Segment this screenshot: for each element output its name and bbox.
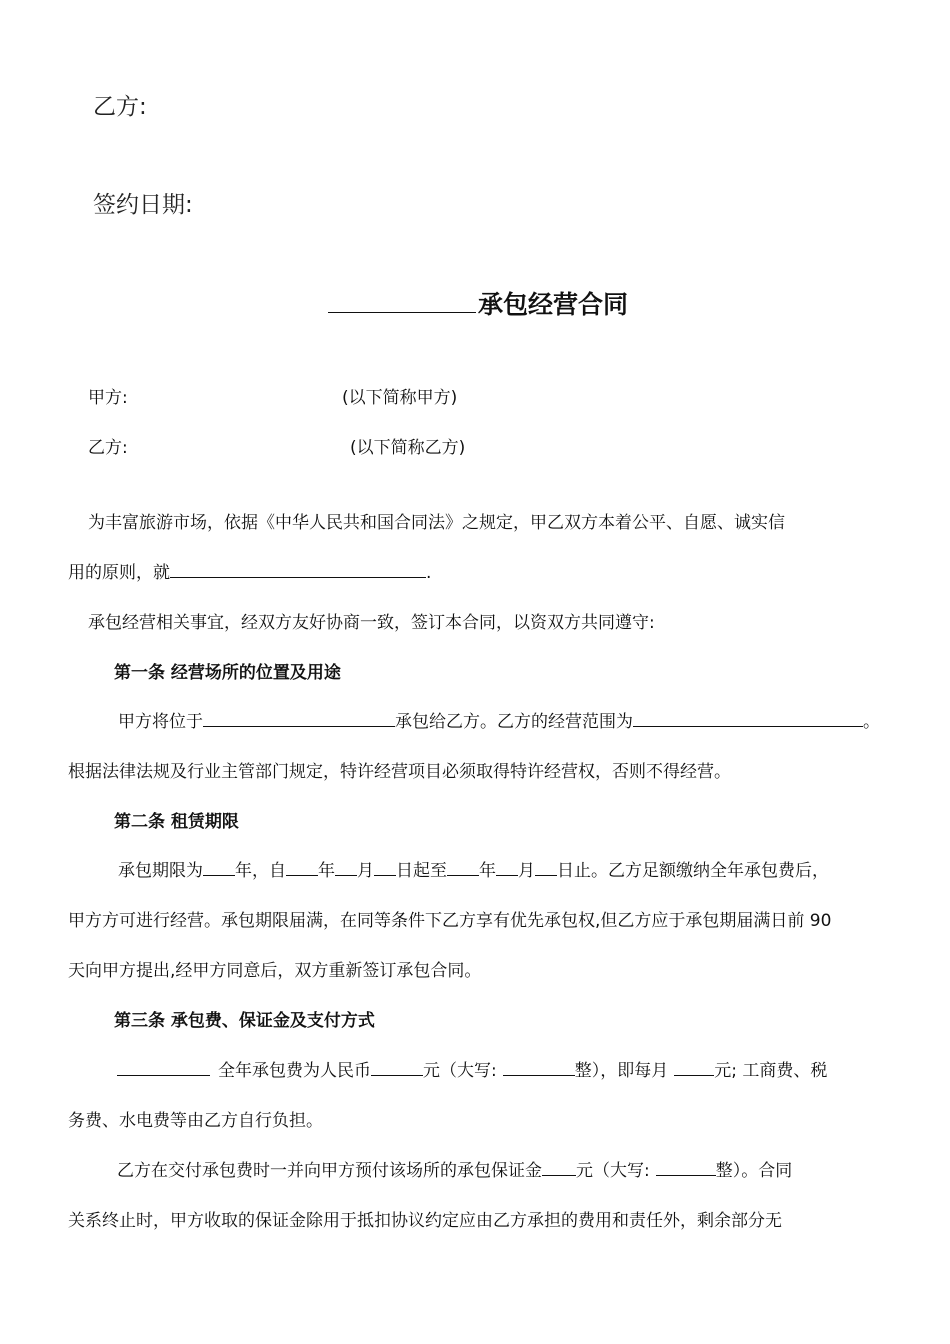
article-3-text-c: 整），即每月 [574,1061,669,1081]
article-2-years-blank [203,863,235,876]
article-2-text-e: 日起至 [396,861,447,881]
preamble-line-1: 为丰富旅游市场，依据《中华人民共和国合同法》之规定，甲乙双方本着公平、自愿、诚实信 [88,513,785,533]
article-1-location-blank [203,714,395,727]
article-1-line-1 [118,714,880,731]
preamble-line-2 [68,565,431,582]
article-3-deposit-blank [542,1163,576,1176]
article-1-text-c: 。 [863,712,880,732]
article-1-text-a: 甲方将位于 [118,712,203,732]
article-3-text-f: 元（大写: [576,1161,650,1181]
article-3-deposit-words-blank [656,1163,716,1176]
party-b-label: 乙方: [88,438,128,458]
article-2-end-year-blank [447,863,479,876]
preamble-blank [170,565,426,578]
article-2-end-day-blank [535,863,557,876]
article-1-line-2: 根据法律法规及行业主管部门规定，特许经营项目必须取得特许经营权，否则不得经营。 [68,762,731,782]
title-text: 承包经营合同 [478,290,629,319]
article-3-line-2: 务费、水电费等由乙方自行负担。 [68,1111,323,1131]
article-2-text-a: 承包期限为 [118,861,203,881]
article-3-annual-fee-words-blank [503,1063,575,1076]
preamble-line-2-prefix: 用的原则，就 [68,563,170,583]
article-3-leading-blank [117,1063,210,1076]
contract-title [328,285,628,321]
article-1-text-b: 承包给乙方。乙方的经营范围为 [395,712,633,732]
article-2-text-d: 月 [357,861,374,881]
article-2-text-g: 月 [518,861,535,881]
article-3-monthly-fee-blank [674,1063,714,1076]
preamble-line-2-suffix: . [426,563,432,583]
article-2-start-month-blank [335,863,357,876]
article-1-heading: 第一条 经营场所的位置及用途 [114,663,341,683]
article-2-line-3: 天向甲方提出,经甲方同意后，双方重新签订承包合同。 [68,961,482,981]
article-3-line-4: 关系终止时，甲方收取的保证金除用于抵扣协议约定应由乙方承担的费用和责任外，剩余部分无 [68,1211,782,1231]
article-2-start-day-blank [374,863,396,876]
article-3-text-a: 全年承包费为人民币 [218,1061,371,1081]
party-b-note: (以下简称乙方) [350,438,466,458]
article-3-text-b: 元（大写: [423,1061,497,1081]
article-1-scope-blank [633,714,863,727]
article-3-text-e: 乙方在交付承包费时一并向甲方预付该场所的承包保证金 [117,1161,542,1181]
article-2-text-b: 年，自 [235,861,286,881]
article-2-start-year-blank [286,863,318,876]
preamble-line-3: 承包经营相关事宜，经双方友好协商一致，签订本合同，以资双方共同遵守: [88,613,655,633]
party-a-note: (以下简称甲方) [342,388,458,408]
cover-sign-date-label: 签约日期: [93,192,193,218]
article-2-line-2: 甲方方可进行经营。承包期限届满，在同等条件下乙方享有优先承包权,但乙方应于承包期届满日前 90 [68,911,832,931]
article-3-annual-fee-blank [371,1063,423,1076]
article-2-heading: 第二条 租赁期限 [114,812,239,832]
article-3-heading: 第三条 承包费、保证金及支付方式 [114,1011,375,1031]
article-2-line-1 [118,863,829,880]
article-2-text-f: 年 [479,861,496,881]
article-2-end-month-blank [496,863,518,876]
article-2-text-c: 年 [318,861,335,881]
article-3-line-1 [117,1063,827,1080]
article-3-line-3 [117,1163,792,1180]
article-3-text-g: 整）。合同 [715,1161,793,1181]
party-a-label: 甲方: [88,388,128,408]
article-3-text-d: 元; 工商费、税 [714,1061,828,1081]
article-2-text-h: 日止。乙方足额缴纳全年承包费后， [557,861,829,881]
cover-party-b-label: 乙方: [93,94,147,120]
title-blank-line [328,292,476,313]
